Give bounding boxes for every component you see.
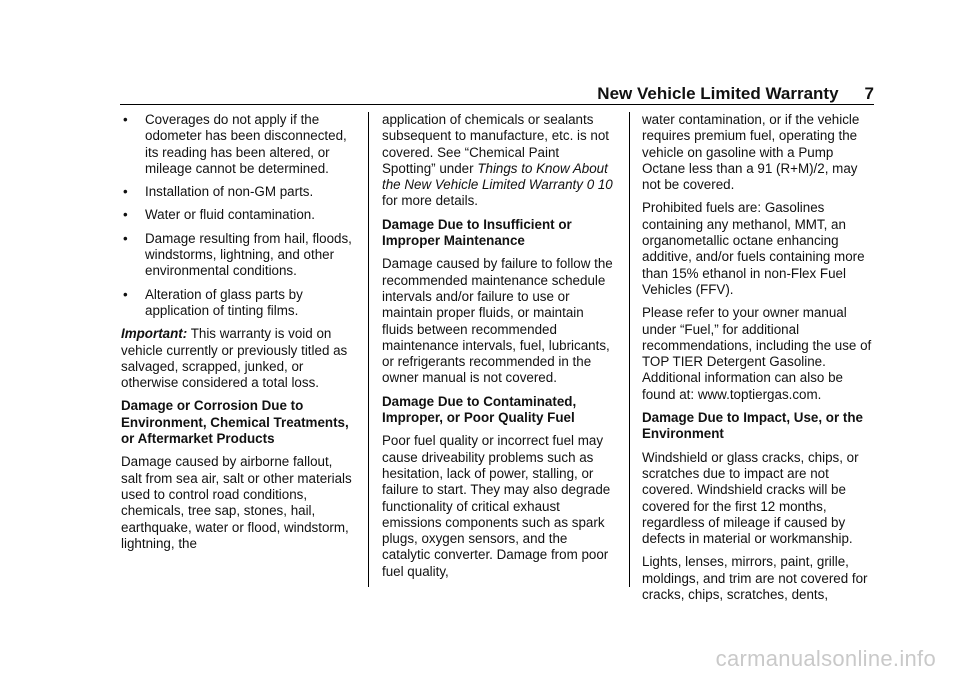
watermark: carmanualsonline.info xyxy=(715,646,936,671)
list-item: • Coverages do not apply if the odometer has been disconnected, its reading has been altered, or mileage cannot be determined. xyxy=(123,112,347,176)
column-divider xyxy=(368,112,369,587)
header-rule xyxy=(120,104,874,105)
section-heading: Damage Due to Insufficient or Improper Maintenance xyxy=(382,216,572,249)
bullet-icon: • xyxy=(123,184,128,200)
list-item: • Alteration of glass parts by application of tinting films. xyxy=(123,286,303,318)
bullet-icon: • xyxy=(123,230,128,246)
column-1 xyxy=(121,112,356,559)
list-item: • Installation of non-GM parts. xyxy=(123,184,314,200)
paragraph: application of chemicals or sealants subsequent to manufacture, etc. is not covered. See “Chemical Paint Spotting” under Things to Know About the New Vehicle Limited Warranty 0 10 for more details. xyxy=(382,112,613,209)
page-reference[interactable]: 0 10 xyxy=(586,177,613,193)
column-divider xyxy=(629,112,630,587)
bullet-icon: • xyxy=(123,112,128,127)
paragraph: Damage caused by airborne fallout, salt from sea air, salt or other materials used to control road conditions, chemicals, tree sap, stones, hail, earthquake, water or flood, windstorm, lightning, the xyxy=(121,454,352,551)
important-text: This warranty is void on vehicle currently or previously titled as salvaged, scrapped, junked, or otherwise considered a total loss. xyxy=(121,326,348,391)
paragraph: Prohibited fuels are: Gasolines containing any methanol, MMT, an organometallic octane enhancing additive, and/or fuels containing more than 15% ethanol in non-Flex Fuel Vehicles (FFV). xyxy=(642,200,865,297)
paragraph: Poor fuel quality or incorrect fuel may cause driveability problems such as hesitation, lack of power, stalling, or failure to start. They may also degrade functionality of critical exhaust emissions components such as spark plugs, oxygen sensors, and the catalytic converter. Damage from poor fuel quality, xyxy=(382,433,611,579)
page-number: 7 xyxy=(864,84,874,103)
page-title: New Vehicle Limited Warranty xyxy=(597,84,839,103)
page-header xyxy=(597,84,874,104)
list-item: • Damage resulting from hail, floods, windstorms, lightning, and other environmental conditions. xyxy=(123,230,352,279)
paragraph: water contamination, or if the vehicle requires premium fuel, operating the vehicle on gasoline with a Pump Octane less than a 91 (R+M)/2, may not be covered. xyxy=(642,112,860,193)
paragraph: Lights, lenses, mirrors, paint, grille, moldings, and trim are not covered for cracks, chips, scratches, dents, xyxy=(642,554,868,603)
paragraph: Damage caused by failure to follow the recommended maintenance schedule intervals and/or failure to use or maintain proper fluids, or maintain fluids between recommended maintenance intervals, fuel, lubricants, or refrigerants recommended in the owner manual is not covered. xyxy=(382,256,613,386)
important-note xyxy=(121,326,356,391)
bullet-icon: • xyxy=(123,286,128,302)
section-heading: Damage Due to Impact, Use, or the Environment xyxy=(642,410,863,442)
column-2 xyxy=(382,112,616,587)
section-heading: Damage Due to Contaminated, Improper, or Poor Quality Fuel xyxy=(382,393,577,426)
section-heading: Damage or Corrosion Due to Environment, Chemical Treatments, or Aftermarket Products xyxy=(121,398,349,447)
cross-reference-link[interactable]: Things to Know About the New Vehicle Limited Warranty xyxy=(382,160,608,193)
bullet-icon: • xyxy=(123,207,128,223)
paragraph: Please refer to your owner manual under “Fuel,” for additional recommendations, including the use of TOP TIER Detergent Gasoline. Additional information can also be found at: www.toptiergas.com. xyxy=(642,305,872,402)
list-item: • Water or fluid contamination. xyxy=(123,207,315,223)
column-3 xyxy=(642,112,878,610)
important-label: Important: xyxy=(121,326,188,342)
paragraph: Windshield or glass cracks, chips, or scratches due to impact are not covered. Windshield cracks will be covered for the first 12 months, regardless of mileage if caused by defects in material or workmanship. xyxy=(642,449,859,547)
